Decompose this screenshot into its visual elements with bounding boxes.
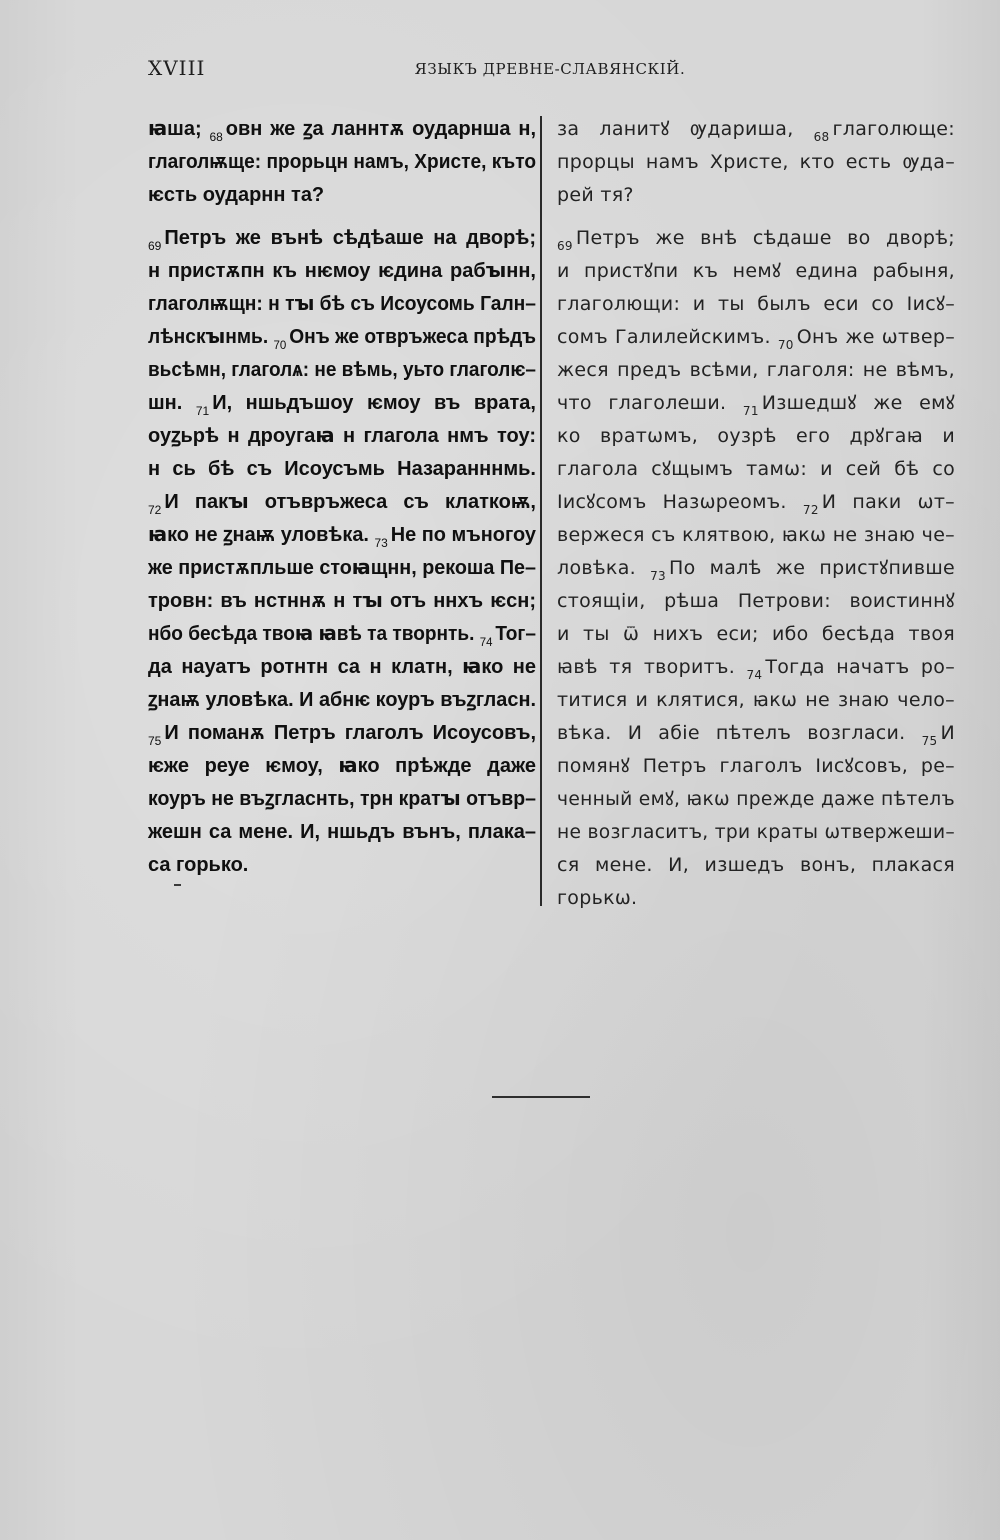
right-column-line bbox=[557, 684, 955, 717]
line-text: тровн: въ нстннѫ н тꙑ отъ ннхъ ѥсн; bbox=[148, 590, 536, 612]
old-slavonic-column bbox=[148, 113, 536, 882]
line-text: ѥсть оударнн та? bbox=[148, 184, 325, 206]
line-text: И поманѫ Петръ глаголъ Исоусовъ, bbox=[164, 722, 536, 744]
verse-number: 71 bbox=[742, 404, 759, 418]
line-text: вѣка. И абіе пѣтелъ возгласи. bbox=[557, 722, 922, 744]
verse-number: 68 bbox=[209, 130, 223, 144]
line-text: жешн са мене. И, ншьдъ вънъ, плака– bbox=[148, 821, 536, 843]
left-column-line bbox=[148, 255, 536, 288]
running-title: ЯЗЫКЪ ДРЕВНЕ-СЛАВЯНСКІЙ. bbox=[414, 60, 686, 78]
right-column-line bbox=[557, 222, 955, 255]
left-column-line bbox=[148, 552, 536, 585]
left-column-line bbox=[148, 387, 536, 420]
line-text: вьсѣмн, глаголѧ: не вѣмь, уьто глаголѥ– bbox=[148, 359, 536, 381]
line-text: глаголюще: bbox=[832, 118, 955, 140]
right-column-line bbox=[557, 255, 955, 288]
line-text: глаголѭще: прорьцн намъ, Христе, къто bbox=[148, 151, 536, 173]
line-text: ко вратѡмъ, оузрѣ его дрꙋгаꙗ и bbox=[557, 425, 955, 447]
church-slavonic-column bbox=[557, 113, 955, 915]
left-column-line bbox=[148, 750, 536, 783]
left-column-line bbox=[148, 684, 536, 717]
line-text: и пристꙋпи къ немꙋ едина рабыня, bbox=[557, 260, 955, 282]
line-text: ѥже реуе ѥмоу, ꙗко прѣжде даже bbox=[148, 755, 536, 777]
line-text: И пакꙑ отъвръжеса съ клаткоѭ, bbox=[164, 491, 536, 513]
right-column-line bbox=[557, 113, 955, 146]
line-text: не возгласитъ, три краты ѡтвержеши– bbox=[557, 821, 955, 843]
left-column-line bbox=[148, 113, 536, 146]
line-text: ловѣка. bbox=[557, 557, 651, 579]
verse-number: 74 bbox=[746, 668, 763, 682]
verse-number: 68 bbox=[813, 130, 830, 144]
right-column-line bbox=[557, 453, 955, 486]
left-column-line bbox=[148, 321, 536, 354]
right-column-line bbox=[557, 387, 955, 420]
line-text: за ланитꙋ ѹдариша, bbox=[557, 118, 814, 140]
left-column-line bbox=[148, 816, 536, 849]
verse-number: 69 bbox=[148, 239, 162, 253]
line-text: Петръ же внѣ сѣдаше во дворѣ; bbox=[575, 227, 955, 249]
line-text: ся мене. И, изшедъ вонъ, плакася bbox=[557, 854, 955, 876]
right-column-line bbox=[557, 288, 955, 321]
line-text: Тогда начатъ ро– bbox=[765, 656, 955, 678]
line-text: И, ншьдъшоу ѥмоу въ врата, bbox=[212, 392, 536, 414]
verse-number: 69 bbox=[557, 239, 573, 253]
paragraph bbox=[557, 222, 955, 915]
left-column-line bbox=[148, 717, 536, 750]
verse-number: 72 bbox=[802, 503, 819, 517]
left-column-line bbox=[148, 651, 536, 684]
line-text: ꙗвѣ тя творитъ. bbox=[557, 656, 747, 678]
line-text: шн. bbox=[148, 392, 196, 414]
line-text: са горько. bbox=[148, 854, 249, 876]
line-text: Петръ же вънѣ сѣдѣаше на дворѣ; bbox=[164, 227, 536, 249]
left-column-line bbox=[148, 179, 536, 212]
left-column-line bbox=[148, 783, 536, 816]
line-text: оуꙁьрѣ н дроугаꙗ н глагола нмъ тоу: bbox=[148, 425, 536, 447]
line-text: глаголющи: и ты былъ еси со Іисꙋ– bbox=[557, 293, 955, 315]
line-text: ꙗша; bbox=[148, 118, 210, 140]
right-column-line bbox=[557, 849, 955, 882]
right-column-line bbox=[557, 179, 955, 212]
verse-number: 73 bbox=[650, 569, 666, 583]
page-number: XVIII bbox=[148, 56, 206, 80]
line-text: лѣнскꙑнмь. bbox=[148, 326, 274, 348]
paragraph bbox=[557, 113, 955, 212]
left-column-line bbox=[148, 618, 536, 651]
line-text: и ты ѿ нихъ еси; ибо бесѣда твоя bbox=[557, 623, 955, 645]
verse-number: 74 bbox=[479, 635, 493, 649]
right-column-line bbox=[557, 354, 955, 387]
line-text: прорцы намъ Христе, кто есть ѹда– bbox=[557, 151, 955, 173]
line-text: Не по мъногоу bbox=[390, 524, 536, 546]
line-text: титися и клятися, ꙗкѡ не знаю чело– bbox=[557, 689, 955, 711]
line-text: ꙗко не ꙁнаѭ уловѣка. bbox=[148, 524, 375, 546]
line-text: И паки ѡт– bbox=[821, 491, 955, 513]
left-column-line bbox=[148, 420, 536, 453]
left-column-line bbox=[148, 849, 536, 882]
verse-number: 70 bbox=[273, 338, 287, 352]
line-text: помянꙋ Петръ глаголъ Іисꙋсовъ, ре– bbox=[557, 755, 955, 777]
right-column-line bbox=[557, 882, 955, 915]
line-text: глагола сꙋщымъ тамѡ: и сей бѣ со bbox=[557, 458, 955, 480]
line-text: Онъ же ѡтвер– bbox=[796, 326, 955, 348]
left-column-line bbox=[148, 222, 536, 255]
left-column-line bbox=[148, 146, 536, 179]
line-text: н сь бѣ съ Исоусъмь Назаранннмь. bbox=[148, 458, 536, 480]
verse-number: 70 bbox=[777, 338, 794, 352]
left-column-line bbox=[148, 519, 536, 552]
verse-number: 71 bbox=[195, 404, 210, 418]
paragraph bbox=[148, 222, 536, 882]
right-column-line bbox=[557, 750, 955, 783]
right-column-line bbox=[557, 717, 955, 750]
right-column-line bbox=[557, 486, 955, 519]
verse-number: 72 bbox=[148, 503, 162, 517]
paragraph bbox=[148, 113, 536, 212]
verse-number: 73 bbox=[374, 536, 388, 550]
line-text: горькѡ. bbox=[557, 887, 638, 909]
line-text: ченный емꙋ, ꙗкѡ прежде даже пѣтелъ bbox=[557, 788, 955, 810]
line-text: коуръ не въꙁгласнть, трн кратꙑ отъвр– bbox=[148, 788, 536, 810]
line-text: да науатъ ротнтн са н клатн, ꙗко не bbox=[148, 656, 536, 678]
line-text: же пристѫпльше стоꙗщнн, рекоша Пе– bbox=[148, 557, 536, 579]
left-column-line bbox=[148, 585, 536, 618]
line-text: Изшедшꙋ же емꙋ bbox=[761, 392, 956, 414]
line-text: стоящіи, рѣша Петрови: воистиннꙋ bbox=[557, 590, 955, 612]
line-text: вержеся съ клятвою, ꙗкѡ не знаю че– bbox=[557, 524, 955, 546]
right-column-line bbox=[557, 783, 955, 816]
verse-number: 75 bbox=[921, 734, 938, 748]
line-text: овн же ꙁа ланнтѫ оударнша н, bbox=[225, 118, 536, 140]
right-column-line bbox=[557, 321, 955, 354]
line-text: Тог– bbox=[495, 623, 536, 645]
line-text: глаголѭщн: н тꙑ бѣ съ Исоусомь Галн– bbox=[148, 293, 536, 315]
verse-number: 75 bbox=[148, 734, 162, 748]
left-column-line bbox=[148, 453, 536, 486]
line-text: По малѣ же пристꙋпивше bbox=[669, 557, 955, 579]
line-text: сомъ Галилейскимъ. bbox=[557, 326, 778, 348]
line-text: Онъ же отвръжеса прѣдъ bbox=[289, 326, 536, 348]
line-text: н пристѫпн къ нѥмоу ѥдина рабꙑнн, bbox=[148, 260, 536, 282]
right-column-line bbox=[557, 146, 955, 179]
line-text: жеся предъ всѣми, глаголя: не вѣмъ, bbox=[557, 359, 955, 381]
right-column-line bbox=[557, 552, 955, 585]
line-text: Іисꙋсомъ Назѡреомъ. bbox=[557, 491, 803, 513]
left-column-line bbox=[148, 288, 536, 321]
right-column-line bbox=[557, 816, 955, 849]
section-end-rule bbox=[492, 1096, 590, 1098]
column-divider bbox=[540, 116, 542, 906]
right-column-line bbox=[557, 585, 955, 618]
right-column-line bbox=[557, 651, 955, 684]
line-text: что глаголеши. bbox=[557, 392, 743, 414]
left-column-line bbox=[148, 354, 536, 387]
line-text: ꙁнаѭ уловѣка. И абнѥ коуръ въꙁгласн. bbox=[148, 689, 536, 711]
line-text: И bbox=[940, 722, 955, 744]
line-text: нбо бесѣда твоꙗ ꙗвѣ та творнть. bbox=[148, 623, 480, 645]
stray-mark bbox=[174, 884, 181, 886]
line-text: рей тя? bbox=[557, 184, 634, 206]
right-column-line bbox=[557, 420, 955, 453]
left-column-line bbox=[148, 486, 536, 519]
right-column-line bbox=[557, 519, 955, 552]
right-column-line bbox=[557, 618, 955, 651]
